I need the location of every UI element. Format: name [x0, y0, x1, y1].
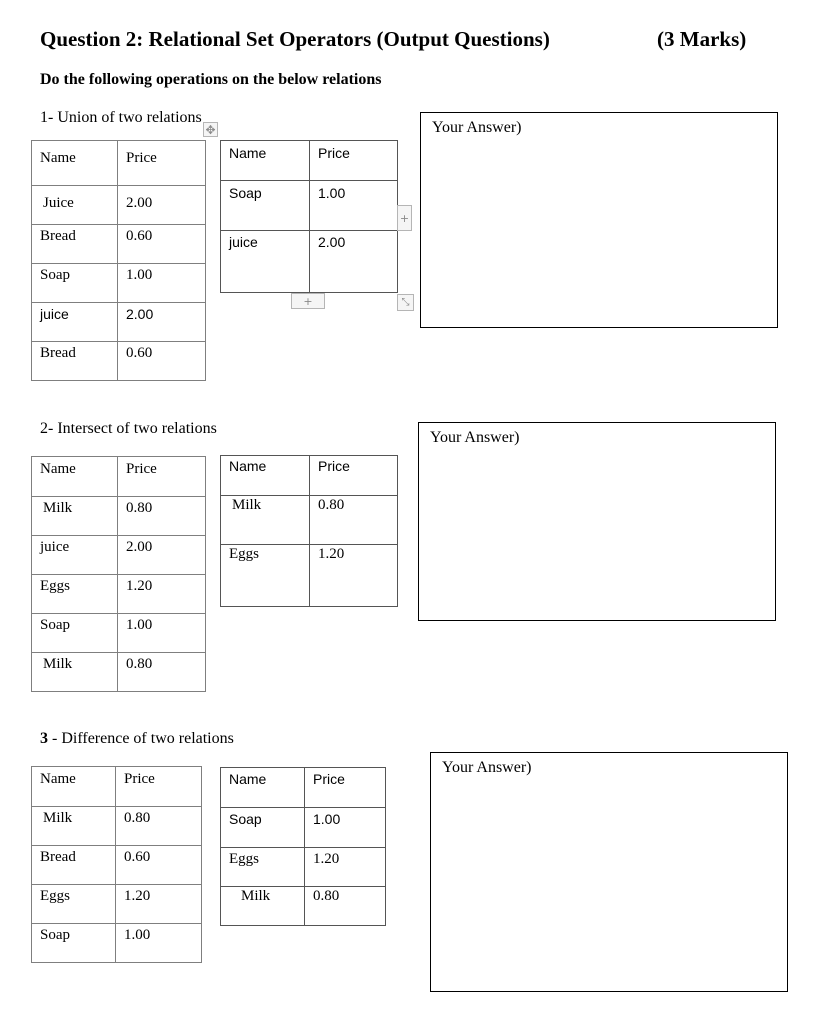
- table-cell: Milk: [221, 887, 305, 926]
- table-row: [32, 186, 206, 225]
- add-row-button[interactable]: [291, 293, 325, 309]
- question-title: Question 2: Relational Set Operators (Output Questions): [40, 27, 550, 51]
- table-row: [221, 231, 398, 293]
- table-cell: 1.00: [310, 181, 398, 231]
- table-row: [221, 181, 398, 231]
- column-header: Price: [118, 141, 206, 186]
- table-cell: 1.00: [118, 614, 206, 653]
- answer-label: Your Answer): [442, 759, 532, 776]
- section-3-heading: [40, 730, 234, 748]
- column-header: Name: [32, 457, 118, 497]
- table-cell: 1.00: [118, 264, 206, 303]
- answer-box-difference[interactable]: [430, 752, 788, 992]
- table-cell: 0.60: [116, 846, 202, 885]
- table-row: [32, 264, 206, 303]
- table-cell: 0.80: [116, 807, 202, 846]
- table-cell: Eggs: [221, 848, 305, 887]
- move-arrows-icon[interactable]: ✥: [203, 122, 218, 137]
- plus-icon: +: [303, 294, 313, 308]
- table-cell: 0.80: [310, 496, 398, 545]
- answer-box-union[interactable]: [420, 112, 778, 328]
- column-header: Price: [310, 456, 398, 496]
- table-cell: 2.00: [118, 303, 206, 342]
- answer-label: Your Answer): [430, 429, 520, 446]
- table-cell: Milk: [32, 653, 118, 692]
- table-header-row: [32, 141, 206, 186]
- table-row: [32, 653, 206, 692]
- section-label: Intersect of two relations: [57, 420, 217, 437]
- table-cell: Soap: [221, 808, 305, 848]
- table-row: [221, 848, 386, 887]
- section-number: 3: [40, 730, 48, 747]
- table-row: [32, 342, 206, 381]
- table-row: [32, 924, 202, 963]
- table-row: [32, 225, 206, 264]
- table-cell: Juice: [32, 186, 118, 225]
- column-header: Name: [32, 767, 116, 807]
- section-label: - Difference of two relations: [52, 730, 234, 747]
- section-label: Union of two relations: [57, 109, 202, 126]
- table-cell: 0.60: [118, 225, 206, 264]
- plus-icon: +: [399, 211, 410, 225]
- add-column-button[interactable]: [397, 205, 412, 231]
- intersect-relation-a: [31, 456, 206, 692]
- table-header-row: [32, 457, 206, 497]
- table-row: [221, 496, 398, 545]
- table-row: [32, 497, 206, 536]
- table-cell: 0.80: [118, 653, 206, 692]
- table-cell: Bread: [32, 225, 118, 264]
- table-row: [32, 614, 206, 653]
- table-cell: Milk: [32, 497, 118, 536]
- table-cell: 0.60: [118, 342, 206, 381]
- instruction-text: Do the following operations on the below relations: [40, 71, 382, 88]
- table-cell: 1.20: [116, 885, 202, 924]
- table-cell: Eggs: [221, 545, 310, 607]
- table-row: [32, 303, 206, 342]
- table-cell: 1.20: [118, 575, 206, 614]
- table-cell: 2.00: [118, 186, 206, 225]
- table-cell: Soap: [32, 924, 116, 963]
- table-row: [32, 885, 202, 924]
- difference-relation-b: [220, 767, 386, 926]
- table-cell: Milk: [221, 496, 310, 545]
- table-row: [32, 575, 206, 614]
- section-number: 2-: [40, 420, 54, 437]
- table-cell: 0.80: [118, 497, 206, 536]
- table-cell: juice: [32, 303, 118, 342]
- resize-diagonal-icon[interactable]: ⤡: [397, 294, 414, 311]
- table-row: [32, 536, 206, 575]
- column-header: Name: [221, 141, 310, 181]
- table-row: [32, 846, 202, 885]
- table-row: [221, 887, 386, 926]
- table-row: [221, 808, 386, 848]
- union-relation-a: [31, 140, 206, 381]
- union-relation-b: [220, 140, 398, 293]
- section-number: 1-: [40, 109, 54, 126]
- difference-relation-a: [31, 766, 202, 963]
- section-1-heading: [40, 109, 202, 127]
- table-cell: Soap: [32, 614, 118, 653]
- column-header: Price: [118, 457, 206, 497]
- table-cell: 1.20: [305, 848, 386, 887]
- intersect-relation-b: [220, 455, 398, 607]
- table-cell: juice: [32, 536, 118, 575]
- table-cell: Soap: [221, 181, 310, 231]
- table-cell: 0.80: [305, 887, 386, 926]
- table-cell: 1.20: [310, 545, 398, 607]
- table-cell: juice: [221, 231, 310, 293]
- column-header: Price: [310, 141, 398, 181]
- table-header-row: [221, 141, 398, 181]
- answer-label: Your Answer): [432, 119, 522, 136]
- table-cell: 1.00: [305, 808, 386, 848]
- table-header-row: [221, 456, 398, 496]
- column-header: Name: [221, 768, 305, 808]
- table-header-row: [221, 768, 386, 808]
- table-cell: Milk: [32, 807, 116, 846]
- table-cell: Soap: [32, 264, 118, 303]
- answer-box-intersect[interactable]: [418, 422, 776, 621]
- column-header: Name: [221, 456, 310, 496]
- column-header: Name: [32, 141, 118, 186]
- table-cell: 2.00: [310, 231, 398, 293]
- table-cell: Eggs: [32, 575, 118, 614]
- column-header: Price: [116, 767, 202, 807]
- table-cell: Bread: [32, 846, 116, 885]
- table-cell: 1.00: [116, 924, 202, 963]
- section-2-heading: [40, 420, 217, 438]
- table-row: [32, 807, 202, 846]
- table-cell: 2.00: [118, 536, 206, 575]
- table-cell: Eggs: [32, 885, 116, 924]
- table-cell: Bread: [32, 342, 118, 381]
- column-header: Price: [305, 768, 386, 808]
- table-header-row: [32, 767, 202, 807]
- table-row: [221, 545, 398, 607]
- marks-label: (3 Marks): [657, 27, 747, 51]
